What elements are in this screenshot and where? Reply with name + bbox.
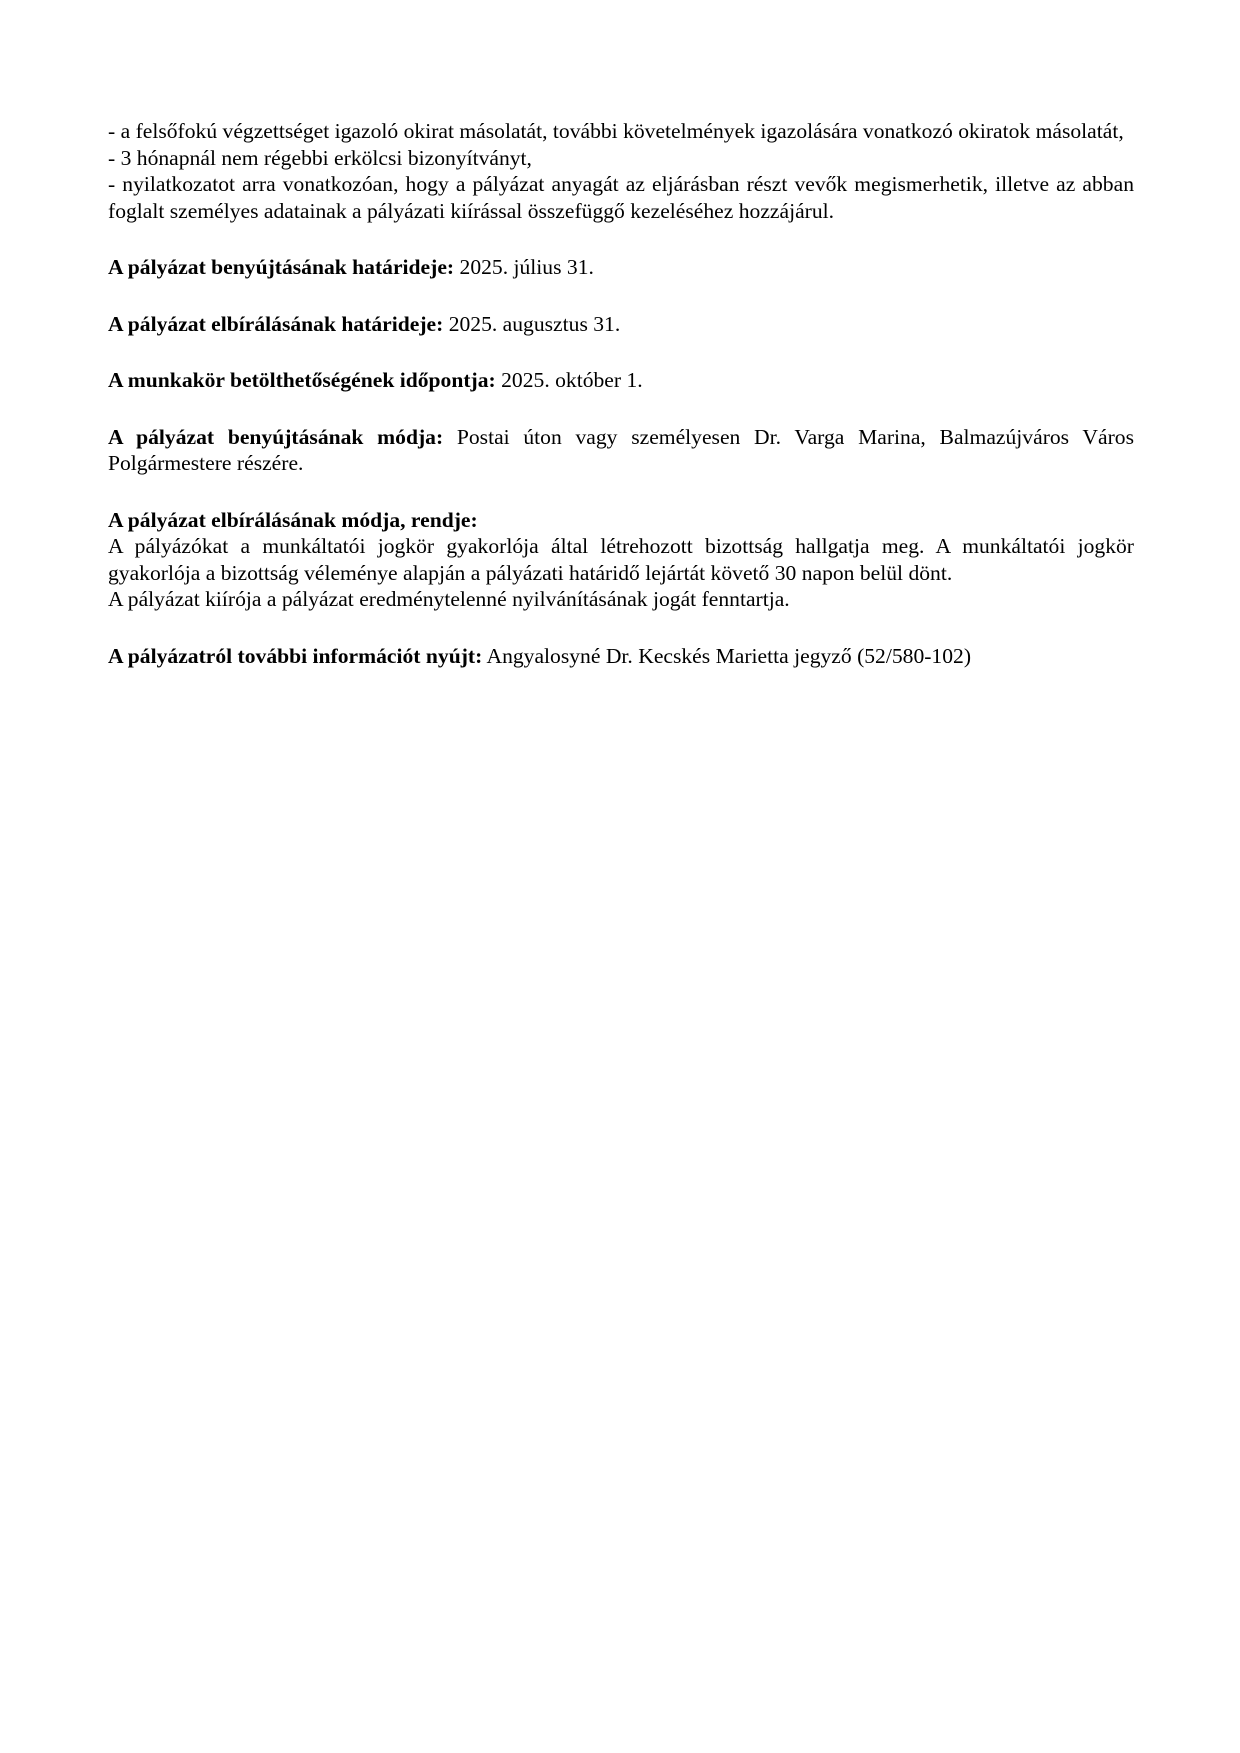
fill-date (108, 367, 1134, 394)
fill-date-value: 2025. október 1. (495, 368, 643, 392)
evaluation-method-label: A pályázat elbírálásának módja, rendje: (108, 507, 478, 532)
submission-deadline-label: A pályázat benyújtásának határideje: (108, 255, 455, 279)
document-page (108, 118, 1134, 669)
requirement-item-declaration: - nyilatkozatot arra vonatkozóan, hogy a pályázat anyagát az eljárásban részt vevők megismerhetik, illetve az abban foglalt személyes adatainak a pályázati kiírással összefüggő kezeléséhez hozzájárul. (108, 172, 1134, 223)
submission-method-label: A pályázat benyújtásának módja: (108, 424, 444, 449)
requirement-item-diploma: - a felsőfokú végzettséget igazoló okirat másolatát, további követelmények igazolására vonatkozó okiratok másolatát, (108, 119, 1124, 143)
requirement-item-criminal-record: - 3 hónapnál nem régebbi erkölcsi bizonyítványt, (108, 145, 532, 170)
evaluation-method-paragraph-1: A pályázókat a munkáltatói jogkör gyakorlója által létrehozott bizottság hallgatja meg. A munkáltatói jogkör gyakorlója a bizottság véleménye alapján a pályázati határidő lejártát követő 30 napon belül dönt. (108, 534, 1134, 585)
evaluation-deadline (108, 311, 1134, 338)
submission-deadline-value: 2025. július 31. (454, 255, 594, 279)
contact-value: Angyalosyné Dr. Kecskés Marietta jegyző (52/580-102) (482, 643, 972, 668)
submission-deadline (108, 254, 1134, 281)
submission-method (108, 424, 1134, 477)
evaluation-deadline-value: 2025. augusztus 31. (443, 311, 621, 336)
submission-method-value: Postai úton vagy személyesen Dr. Varga Marina, Balmazújváros Város Polgármestere részére. (108, 424, 1134, 475)
evaluation-method-paragraph-2: A pályázat kiírója a pályázat eredménytelenné nyilvánításának jogát fenntartja. (108, 587, 790, 611)
evaluation-deadline-label: A pályázat elbírálásának határideje: (108, 311, 444, 336)
contact-label: A pályázatról további információt nyújt: (108, 643, 483, 668)
evaluation-method-heading (108, 507, 1134, 534)
fill-date-label: A munkakör betölthetőségének időpontja: (108, 368, 496, 392)
contact-info (108, 643, 1134, 670)
